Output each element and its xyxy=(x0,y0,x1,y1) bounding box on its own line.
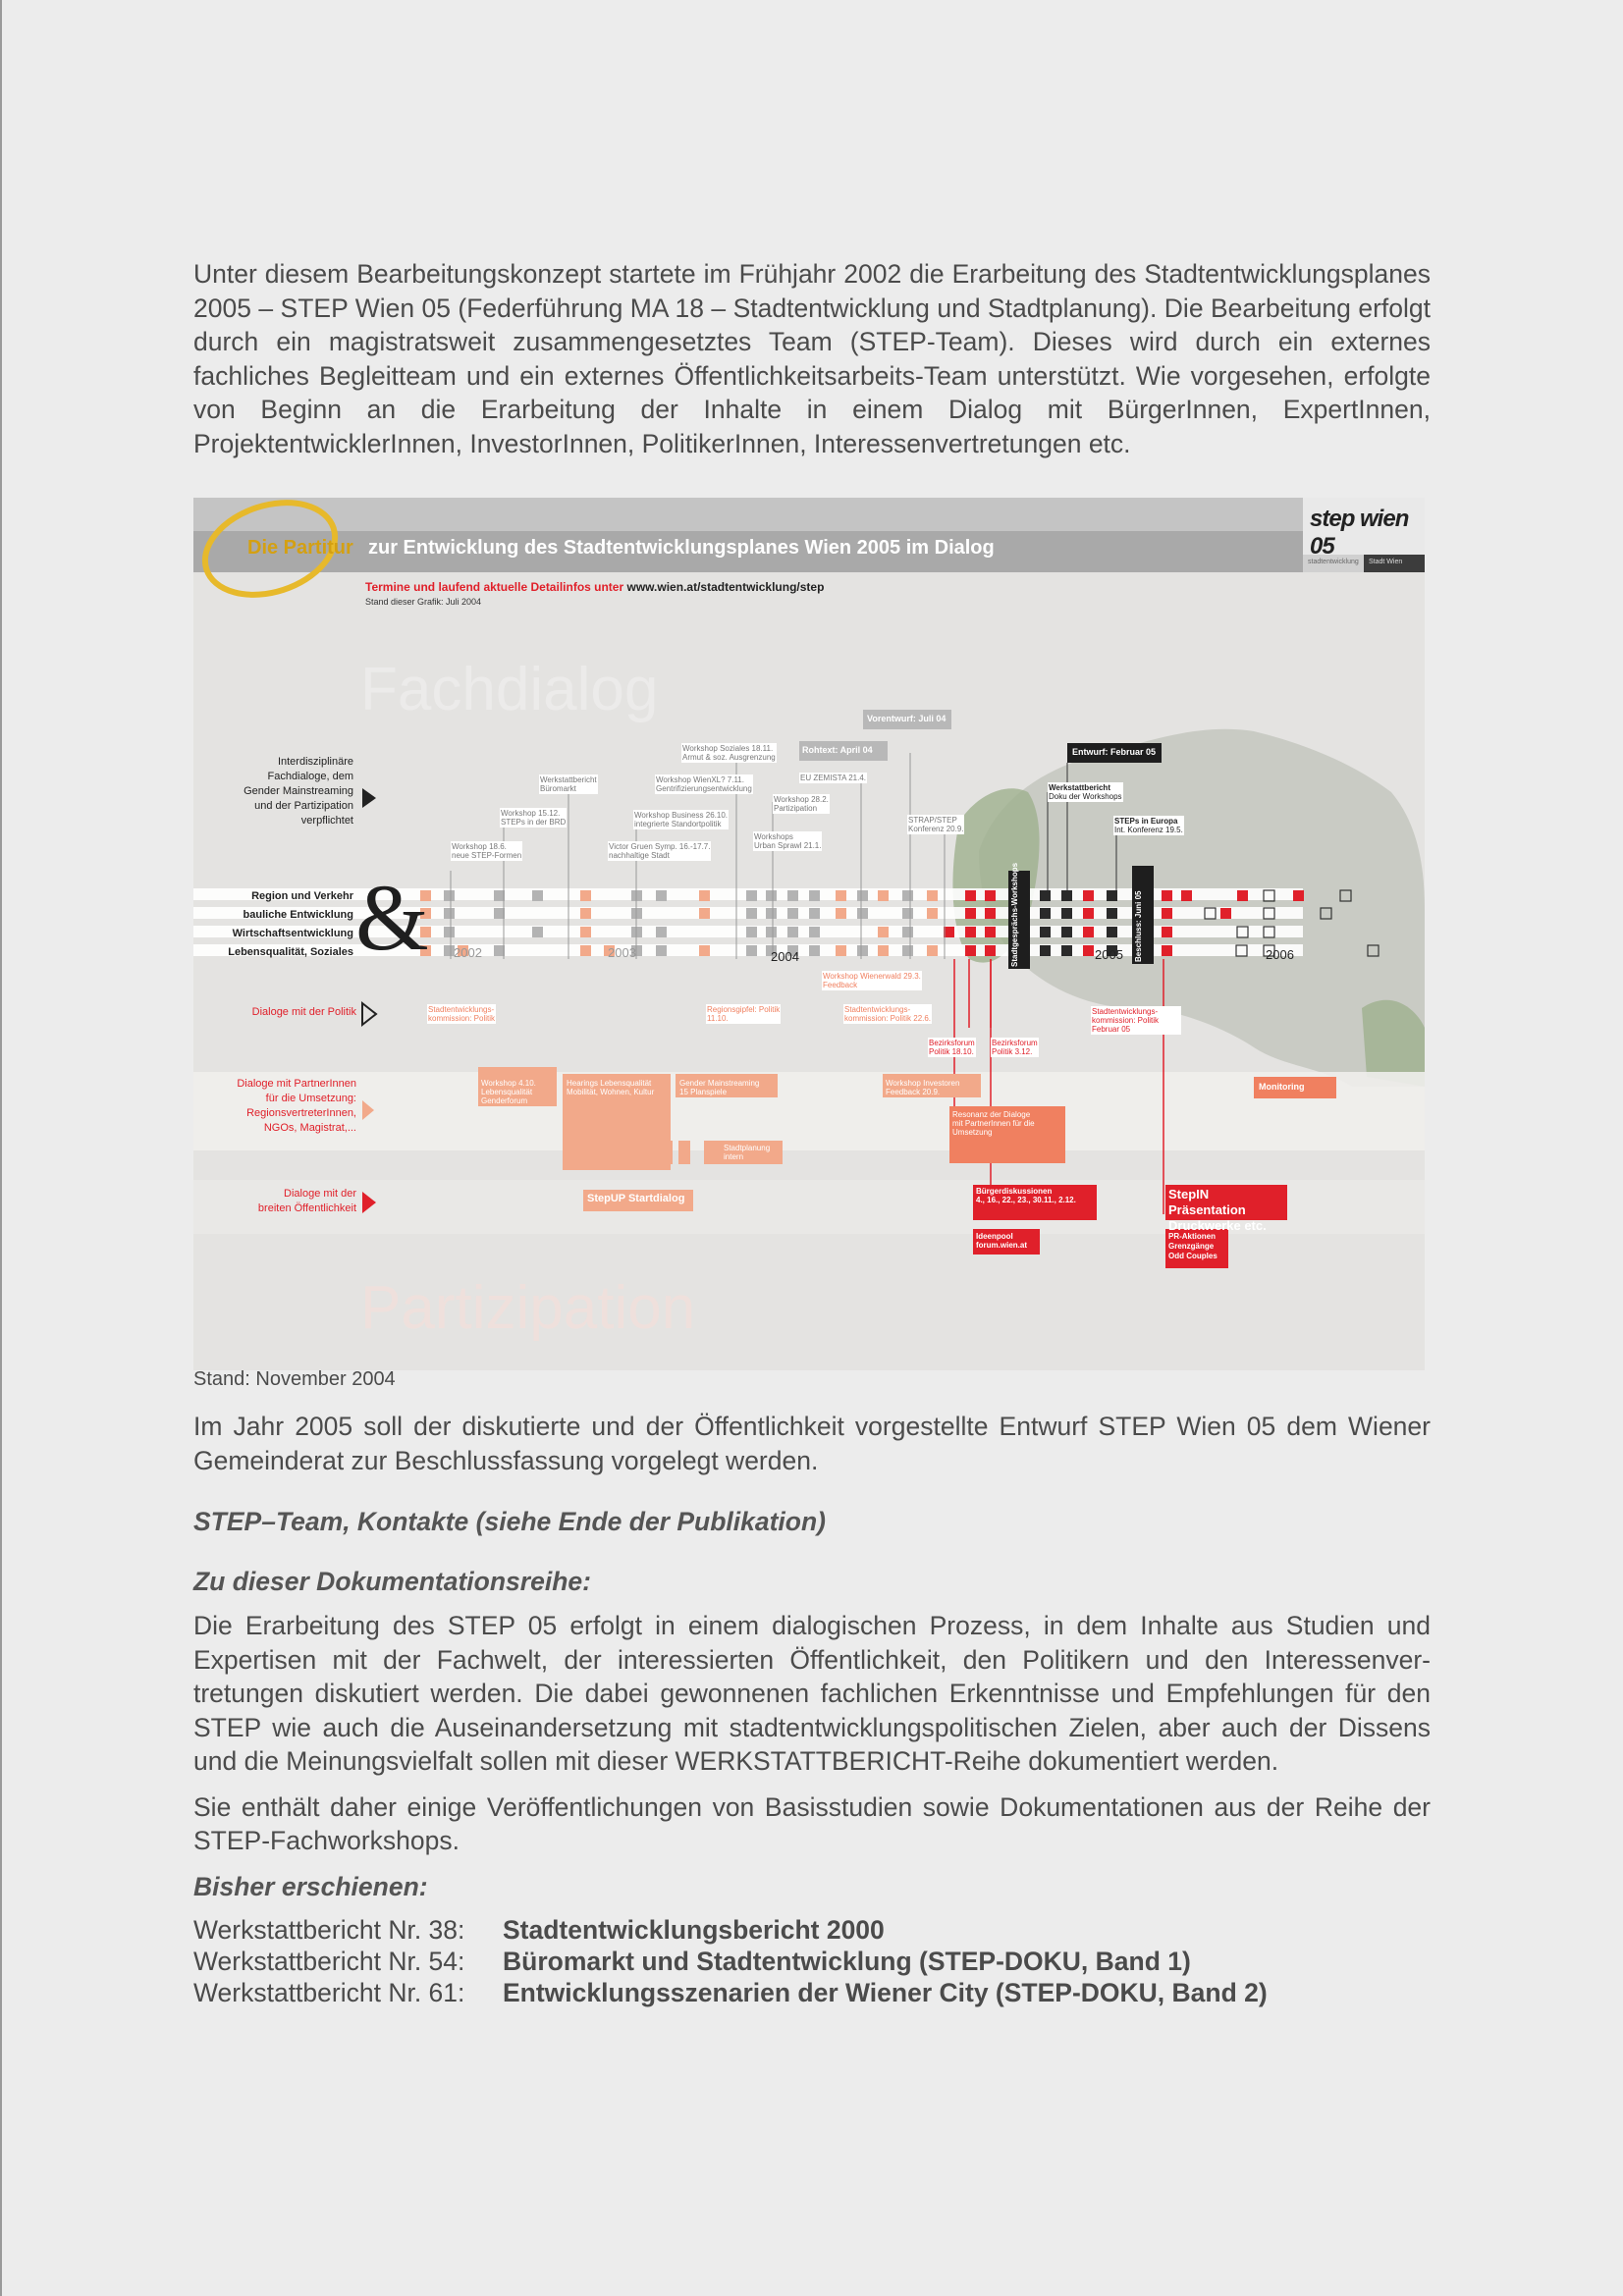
event-title: STRAP/STEP xyxy=(908,816,957,825)
event-label xyxy=(427,1004,496,1024)
main-section xyxy=(193,1410,1431,2008)
publication-number: Werkstattbericht Nr. 61: xyxy=(193,1977,465,2007)
event-label xyxy=(567,1079,669,1096)
label-line: Dialoge mit PartnerInnen xyxy=(237,1078,356,1090)
subtitle-red: Termine und laufend aktuelle Detailinfos unter xyxy=(365,580,624,594)
label-line: Lebensqualität, Soziales xyxy=(228,946,353,958)
label-line: verpflichtet xyxy=(300,815,353,827)
year-2002: 2002 xyxy=(454,945,482,960)
watermark-fachdialog: Fachdialog xyxy=(360,656,659,723)
event-title: StepIN Präsentation xyxy=(1168,1187,1246,1217)
publication-list xyxy=(193,1914,1431,2008)
label-politik: Dialoge mit der Politik xyxy=(251,1006,356,1018)
page-edge xyxy=(0,0,2,2296)
publication-item xyxy=(193,1914,1431,1946)
event-sub: Urban Sprawl 21.1. xyxy=(754,841,822,850)
publication-number: Werkstattbericht Nr. 54: xyxy=(193,1946,465,1976)
event-sub: Lebensqualität Genderforum xyxy=(481,1088,533,1105)
event-title: Gender Mainstreaming xyxy=(679,1079,760,1088)
event-label xyxy=(1113,816,1184,835)
figure-title: zur Entwicklung des Stadtentwicklungsplanes Wien 2005 im Dialog xyxy=(368,537,995,559)
event-sub: 15 Planspiele xyxy=(679,1088,728,1096)
event-sub: 4., 16., 22., 23., 30.11., 2.12. xyxy=(976,1196,1076,1204)
label-line: und der Partizipation xyxy=(254,800,353,812)
heading-bisher: Bisher erschienen: xyxy=(193,1871,428,1901)
event-sub: STEPs in der BRD xyxy=(501,818,567,827)
arrow-politik xyxy=(362,1003,376,1025)
event-label xyxy=(481,1079,554,1105)
heading-reihe: Zu dieser Dokumentationsreihe: xyxy=(193,1567,591,1596)
event-vorentwurf: Vorentwurf: Juli 04 xyxy=(867,714,947,723)
paragraph-basisstudien: Sie enthält daher einige Veröffentlichungen von Basisstudien sowie Dokumentationen aus der Reihe der STEP-Fachworkshops. xyxy=(193,1791,1431,1855)
subtitle-small: Stand dieser Grafik: Juli 2004 xyxy=(365,597,482,607)
publication-title: Stadtentwicklungsbericht 2000 xyxy=(503,1914,885,1945)
figure-subtitle xyxy=(365,580,824,594)
event-rohtext: Rohtext: April 04 xyxy=(802,745,873,755)
event-title: Workshop Investoren xyxy=(886,1079,960,1088)
event-label xyxy=(1048,782,1123,802)
event-title: EU ZEMISTA 21.4. xyxy=(800,774,866,782)
event-label xyxy=(608,841,711,861)
event-sub: integrierte Standortpolitik xyxy=(634,820,722,828)
event-stepup: StepUP Startdialog xyxy=(587,1193,685,1204)
event-sub: Feedback 20.9. xyxy=(886,1088,941,1096)
publication-item xyxy=(193,1946,1431,1977)
event-title: Stadtentwicklungs- xyxy=(844,1005,911,1014)
label-partner xyxy=(201,1077,356,1136)
event-label xyxy=(539,774,598,794)
event-title: Workshop Business 26.10. xyxy=(634,811,729,820)
partitur-figure xyxy=(193,498,1425,1370)
figure-title-prefix: Die Partitur xyxy=(247,537,353,559)
event-title: Workshop WienXL? 7.11. xyxy=(656,775,744,784)
event-sub: nachhaltige Stadt xyxy=(609,851,670,860)
event-sub: Büromarkt xyxy=(540,784,576,793)
event-monitoring: Monitoring xyxy=(1259,1082,1305,1092)
event-title: Bezirksforum xyxy=(929,1039,975,1047)
event-sub: Konferenz 20.9. xyxy=(908,825,964,833)
event-title: Workshop Soziales 18.11. xyxy=(682,744,774,753)
event-title: Workshop 28.2. xyxy=(774,795,829,804)
label-line: breiten Öffentlichkeit xyxy=(257,1202,356,1214)
event-title: PR-Aktionen xyxy=(1168,1232,1216,1241)
event-label xyxy=(976,1187,1096,1204)
event-sub: Mobilität, Wohnen, Kultur xyxy=(567,1088,655,1096)
event-sub: Armut & soz. Ausgrenzung xyxy=(682,753,776,762)
event-title: Werkstattbericht xyxy=(1049,783,1110,792)
publication-number: Werkstattbericht Nr. 38: xyxy=(193,1914,465,1945)
publication-item xyxy=(193,1977,1431,2008)
event-title: Victor Gruen Symp. 16.-17.7. xyxy=(609,842,711,851)
event-sub: Politik 18.10. xyxy=(929,1047,974,1056)
event-label xyxy=(681,743,777,763)
event-label xyxy=(843,1004,932,1024)
event-title: Werkstattbericht xyxy=(540,775,597,784)
event-sub: mit PartnerInnen für die Umsetzung xyxy=(952,1119,1035,1137)
arrow-fachdialog xyxy=(362,788,376,808)
label-line: bauliche Entwicklung xyxy=(243,909,353,921)
paragraph-entwurf: Im Jahr 2005 soll der diskutierte und der Öffentlichkeit vorgestellte Entwurf STEP Wien 05 dem Wiener Gemeinderat zur Beschlussfassung vorgelegt werden. xyxy=(193,1412,1431,1475)
event-label xyxy=(753,831,822,851)
event-title: Bezirksforum xyxy=(992,1039,1038,1047)
partitur-graphic xyxy=(193,498,1425,1370)
year-2004: 2004 xyxy=(771,949,799,964)
event-label xyxy=(773,794,830,814)
logo-sub-left: stadtentwicklung xyxy=(1308,559,1359,565)
event-title: Workshop Wienerwald 29.3. xyxy=(823,972,921,981)
publication-title: Entwicklungsszenarien der Wiener City (STEP-DOKU, Band 2) xyxy=(503,1977,1268,2007)
label-line: für die Umsetzung: xyxy=(265,1093,356,1104)
event-sub: kommission: Politik Februar 05 xyxy=(1092,1016,1160,1034)
event-label xyxy=(500,808,567,828)
event-sub: Partizipation xyxy=(774,804,818,813)
intro-section xyxy=(193,257,1431,460)
label-line: Region und Verkehr xyxy=(251,890,353,902)
step-logo: step wien 05 xyxy=(1310,506,1409,560)
event-sub: Int. Konferenz 19.5. xyxy=(1114,826,1183,834)
event-sub: Doku der Workshops xyxy=(1049,792,1122,801)
event-label xyxy=(1091,1006,1181,1035)
label-line: Dialoge mit der xyxy=(284,1188,356,1200)
year-2006: 2006 xyxy=(1266,947,1294,962)
event-sub: Grenzgänge Odd Couples xyxy=(1168,1242,1217,1260)
event-title: Workshop 15.12. xyxy=(501,809,561,818)
event-sub: kommission: Politik xyxy=(428,1014,496,1023)
event-sub: intern xyxy=(724,1152,744,1161)
event-label xyxy=(886,1079,980,1096)
event-label xyxy=(976,1232,1027,1250)
ampersand-symbol: & xyxy=(355,865,429,970)
label-fachdialog xyxy=(201,755,353,828)
event-sub: Feedback xyxy=(823,981,858,989)
event-title: Stadtplanung xyxy=(724,1144,771,1152)
event-label xyxy=(1168,1232,1227,1261)
event-title: Ideenpool xyxy=(976,1232,1013,1241)
event-entwurf: Entwurf: Februar 05 xyxy=(1072,747,1157,757)
event-label xyxy=(655,774,753,794)
event-title: Stadtentwicklungs- xyxy=(428,1005,495,1014)
year-2005: 2005 xyxy=(1095,947,1123,962)
event-sub: Gentrifizierungsentwicklung xyxy=(656,784,752,793)
event-title: Workshops xyxy=(754,832,793,841)
event-label xyxy=(706,1004,781,1024)
event-label xyxy=(928,1038,976,1057)
event-sub: Politik 3.12. xyxy=(992,1047,1033,1056)
heading-team: STEP–Team, Kontakte (siehe Ende der Publikation) xyxy=(193,1507,826,1536)
logo-sub-right: Stadt Wien xyxy=(1369,559,1403,565)
intro-paragraph: Unter diesem Bearbeitungskonzept startete im Frühjahr 2002 die Erarbeitung des Stadtentwicklungsplanes 2005 – STEP Wien 05 (Federführung MA 18 – Stadtentwicklung und Stadtplanung). Die Bearbeitung erfolgt durch ein magistratsweit zusammengesetztes Team (STEP-Team). Dieses wird durch ein externes fachliches Begleitteam und ein externes Öffentlichkeitsarbeits-Team unterstützt. Wie vorgesehen, erfolgte von Beginn an die Erarbeitung der Inhalte in einem Dialog mit BürgerInnen, ExpertInnen, ProjektentwicklerInnen, InvestorInnen, PolitikerInnen, Interessenvertretungen etc. xyxy=(193,259,1431,458)
event-label xyxy=(822,971,922,990)
event-label xyxy=(991,1038,1039,1057)
paragraph-reihe: Die Erarbeitung des STEP 05 erfolgt in einem dialogischen Prozess, in dem Inhalte aus Studien und Expertisen mit der Fachwelt, der interessierten Öffentlichkeit, den Politikern und den Interessenvertretungen diskutiert werden. Die dabei gewonnenen fachlichen Erkenntnisse und Empfehlungen für den STEP wie auch die Auseinandersetzung mit stadtentwicklungspolitischen Zielen, aber auch der Dissens und die Meinungsvielfalt sollen mit dieser WERKSTATTBERICHT-Reihe dokumentiert werden. xyxy=(193,1611,1431,1776)
event-label xyxy=(799,773,867,783)
event-title: Workshop 4.10. xyxy=(481,1079,536,1088)
event-sub: 11.10. xyxy=(707,1014,729,1023)
label-line: Wirtschaftsentwicklung xyxy=(232,928,353,939)
vertical-label-beschluss: Beschluss: Juni 05 xyxy=(1134,890,1143,962)
event-label xyxy=(451,841,522,861)
vertical-label-stadtgespraeche: Stadtgesprächs-Workshops xyxy=(1010,862,1019,967)
label-line: RegionsvertreterInnen, xyxy=(246,1107,356,1119)
event-label xyxy=(633,810,729,829)
publication-title: Büromarkt und Stadtentwicklung (STEP-DOKU, Band 1) xyxy=(503,1946,1191,1976)
event-label xyxy=(1168,1187,1286,1234)
label-line: Interdisziplinäre xyxy=(277,756,353,768)
event-title: Bürgerdiskussionen xyxy=(976,1187,1053,1196)
event-sub: forum.wien.at xyxy=(976,1241,1028,1250)
event-title: STEPs in Europa xyxy=(1114,817,1178,826)
event-title: Resonanz der Dialoge xyxy=(952,1110,1031,1119)
label-themes xyxy=(201,887,353,962)
event-title: Regionsgipfel: Politik xyxy=(707,1005,781,1014)
watermark-partizipation: Partizipation xyxy=(360,1274,696,1342)
event-label xyxy=(907,815,964,834)
label-line: Gender Mainstreaming xyxy=(243,785,353,797)
event-sub: neue STEP-Formen xyxy=(452,851,522,860)
event-sub: Druckwerke etc. xyxy=(1168,1218,1267,1233)
label-line: NGOs, Magistrat,... xyxy=(263,1122,356,1134)
year-2003: 2003 xyxy=(608,945,636,960)
event-sub: kommission: Politik 22.6. xyxy=(844,1014,932,1023)
event-label xyxy=(952,1110,1062,1137)
figure-caption: Stand: November 2004 xyxy=(193,1368,396,1390)
event-title: Stadtentwicklungs- xyxy=(1092,1007,1159,1016)
subtitle-url[interactable]: www.wien.at/stadtentwicklung/step xyxy=(626,580,825,594)
event-title: Workshop 18.6. xyxy=(452,842,507,851)
event-title: Hearings Lebensqualität xyxy=(567,1079,652,1088)
label-line: Fachdialoge, dem xyxy=(267,771,353,782)
label-oeffentlich xyxy=(201,1187,356,1216)
event-label xyxy=(679,1079,778,1096)
event-label xyxy=(724,1144,770,1161)
